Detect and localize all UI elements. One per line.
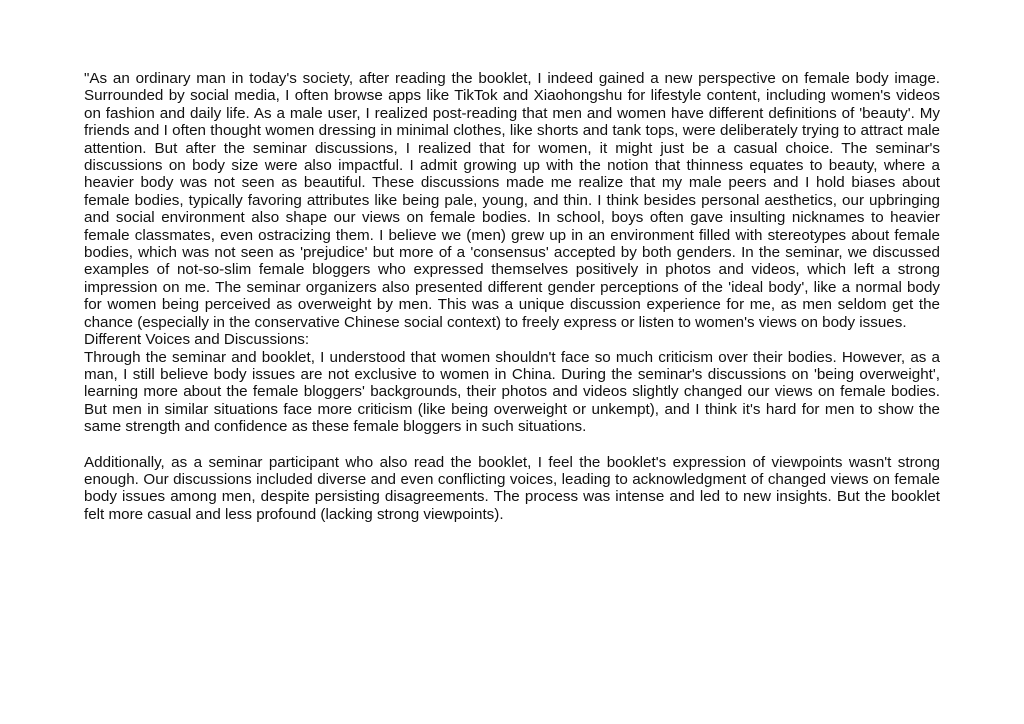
paragraph-voices: Through the seminar and booklet, I understood that women shouldn't face so much criticism over their bodies. However, as a man, I still believe body issues are not exclusive to women in China. During the seminar's discussions on 'being overweight', learning more about the female bloggers' backgrounds, their photos and videos slightly changed our views on female bodies. But men in similar situations face more criticism (like being overweight or unkempt), and I think it's hard for men to show the same strength and confidence as these female bloggers in such situations. <box>84 348 940 436</box>
paragraph-booklet-critique: Additionally, as a seminar participant who also read the booklet, I feel the booklet's expression of viewpoints wasn't strong enough. Our discussions included diverse and even conflicting voices, leading to acknowledgment of changed views on female body issues among men, despite persisting disagreements. The process was intense and led to new insights. But the booklet felt more casual and less profound (lacking strong viewpoints). <box>84 453 940 523</box>
document-body <box>84 70 940 523</box>
section-heading: Different Voices and Discussions: <box>84 331 310 349</box>
paragraph-gap <box>84 436 940 454</box>
paragraph-perspective: "As an ordinary man in today's society, after reading the booklet, I indeed gained a new perspective on female body image. Surrounded by social media, I often browse apps like TikTok and Xiaohongshu for lifestyle content, including women's videos on fashion and daily life. As a male user, I realized post-reading that men and women have different definitions of 'beauty'. My friends and I often thought women dressing in minimal clothes, like shorts and tank tops, were deliberately trying to attract male attention. But after the seminar discussions, I realized that for women, it might just be a casual choice. The seminar's discussions on body size were also impactful. I admit growing up with the notion that thinness equates to beauty, where a heavier body was not seen as beautiful. These discussions made me realize that my male peers and I hold biases about female bodies, typically favoring attributes like being pale, young, and thin. I think besides personal aesthetics, our upbringing and social environment also shape our views on female bodies. In school, boys often gave insulting nicknames to heavier female classmates, even ostracizing them. I believe we (men) grew up in an environment filled with stereotypes about female bodies, which was not seen as 'prejudice' but more of a 'consensus' accepted by both genders. In the seminar, we discussed examples of not-so-slim female bloggers who expressed themselves positively in photos and videos, which left a strong impression on me. The seminar organizers also presented different gender perceptions of the 'ideal body', like a normal body for women being perceived as overweight by men. This was a unique discussion experience for me, as men seldom get the chance (especially in the conservative Chinese social context) to freely express or listen to women's views on body issues. <box>84 70 940 331</box>
